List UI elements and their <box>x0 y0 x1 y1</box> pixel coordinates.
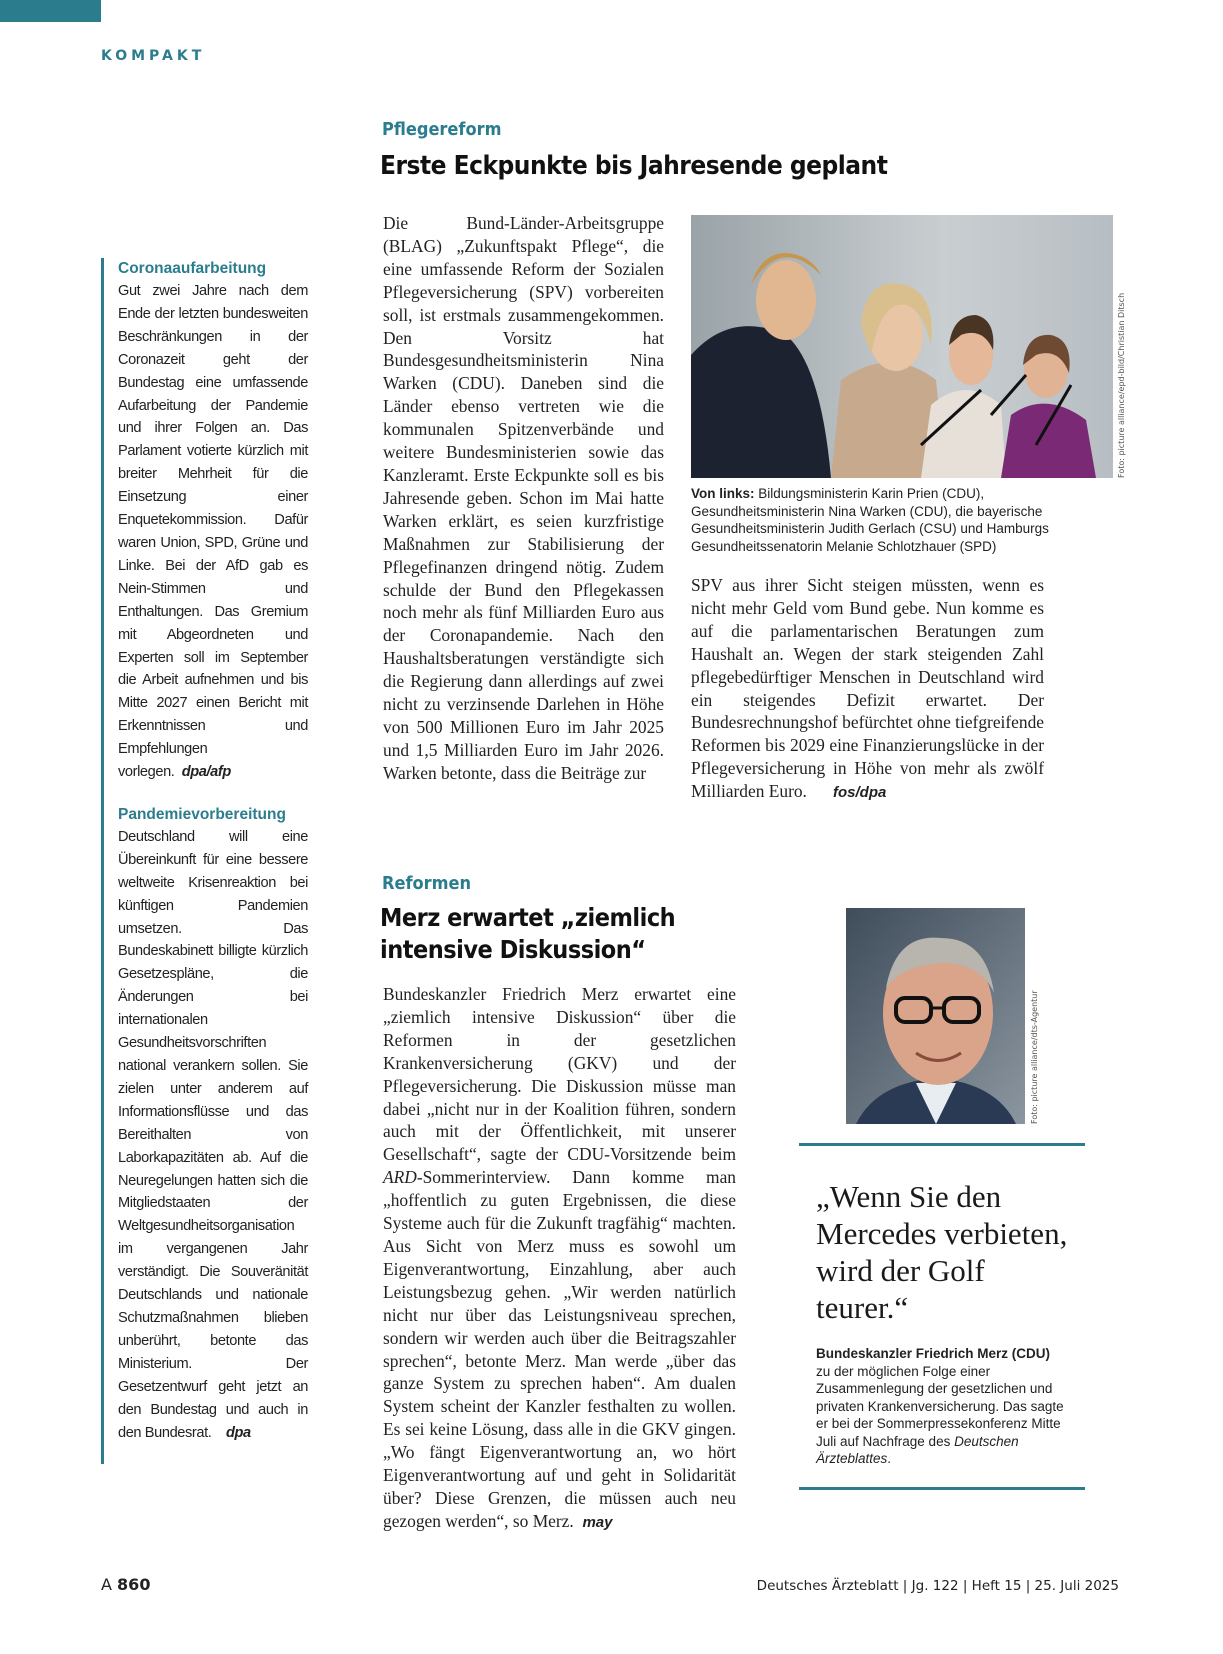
article1-body-col2: SPV aus ihrer Sicht steigen müssten, wenn es nicht mehr Geld vom Bund gebe. Nun komme es auf die parlamentarischen Beratungen zum Haushalt an. Wegen der stark steigenden Zahl pflegebedürftiger Menschen in Deutschland wird ein steigendes Defizit erwartet. Der Bundesrechnungshof befürchtet ohne tiefgreifende Reformen bis 2029 eine Finanzierungslücke in der Pflegeversicherung in Höhe von mehr als zwölf Milliarden Euro. fos/dpa <box>691 575 1044 802</box>
portrait-photo <box>846 908 1025 1124</box>
sidebar-item-source: dpa/afp <box>181 764 231 781</box>
sidebar-item-title: Pandemievorbereitung <box>118 805 286 823</box>
publication-info: Deutsches Ärzteblatt | Jg. 122 | Heft 15 | 25. Juli 2025 <box>756 1578 1119 1594</box>
article2-body: Bundeskanzler Friedrich Merz erwartet eine „ziemlich intensive Diskussion“ über die Reformen in der gesetzlichen Krankenversicherung (GKV) und der Pflegeversicherung. Die Diskussion müsse man dabei „nicht nur in der Koalition führen, sondern auch mit der Öffentlichkeit, mit unserer Gesellschaft“, sagte der CDU-Vorsitzende beim ARD-Sommerinterview. Dann komme man „hoffentlich zu guten Ergebnissen, die diese Systeme auch für die Zukunft tragfähig“ machten. Aus Sicht von Merz muss es sowohl um Eigenverantwortung, Einzahlung, aber auch Leistungsbezug gehen. „Wir werden natürlich nicht nur über das Leistungsniveau sprechen, sondern wir werden auch über die Beitragszahler sprechen“, betonte Merz. Man werde „über das ganze System zu sprechen haben“. Am dualen System scheint der Kanzler festhalten zu wollen. Es sei keine Lösung, dass alle in die GKV gingen. „Wo fängt Eigenverantwortung an, wo hört Eigenverantwortung auf und geht in Solidarität über? Diese Grenzen, die müssen auch neu gezogen werden“, so Merz. may <box>383 984 736 1531</box>
sidebar-item <box>118 258 308 784</box>
merz-photo-credit: Foto: picture alliance/dts-Agentur <box>1030 990 1039 1124</box>
pull-quote: „Wenn Sie den Mercedes verbieten, wird der Golf teurer.“ <box>816 1179 1068 1325</box>
page-number: A 860 <box>101 1575 151 1594</box>
article1-source: fos/dpa <box>833 784 887 802</box>
article1-body-col1: Die Bund-Länder-Arbeitsgruppe (BLAG) „Zukunftspakt Pflege“, die eine umfassende Reform der Sozialen Pflegeversicherung (SPV) vorbereiten soll, ist erstmals zusammengekommen. Den Vorsitz hat Bundesgesundheitsministerin Nina Warken (CDU). Daneben sind die Länder ebenso vertreten wie die kommunalen Spitzenverbände und weitere Bundesministerien sowie das Kanzleramt. Erste Eckpunkte soll es bis Jahresende geben. Schon im Mai hatte Warken erklärt, es seien kurzfristige Maßnahmen zur Stabilisierung der Pflegefinanzen dringend nötig. Zudem schulde der Bund den Pflegekassen noch mehr als fünf Milliarden Euro aus der Coronapandemie. Nach den Haushaltsberatungen verständigte sich die Regierung dann allerdings auf zwei nicht zu verzinsende Darlehen in Höhe von 500 Millionen Euro im Jahr 2025 und 1,5 Milliarden Euro im Jahr 2026. Warken betonte, dass die Beiträge zur <box>383 213 664 783</box>
quote-bottom-rule <box>799 1487 1085 1490</box>
article1-headline: Erste Eckpunkte bis Jahresende geplant <box>380 151 888 181</box>
article2-source: may <box>582 1513 613 1531</box>
merz-photo <box>846 908 1025 1124</box>
article2-kicker: Reformen <box>382 873 472 894</box>
sidebar-item-text: Gut zwei Jahre nach dem Ende der letzten bundesweiten Beschränkungen in der Coronazeit geht der Bundestag eine umfassende Aufarbeitung der Pandemie und ihrer Folgen an. Das Parlament votierte kürzlich mit breiter Mehrheit für die Einsetzung einer Enquetekommission. Dafür waren Union, SPD, Grüne und Linke. Bei der AfD gab es Nein-Stimmen und Enthaltungen. Das Gremium mit Abgeordneten und Experten soll im September die Arbeit aufnehmen und bis Mitte 2027 einen Bericht mit Erkenntnissen und Empfehlungen vorlegen. dpa/afp <box>118 283 308 781</box>
sidebar-item-source: dpa <box>226 1424 251 1441</box>
top-accent-bar <box>0 0 101 22</box>
sidebar-news <box>101 258 308 1464</box>
sidebar-item-text: Deutschland will eine Übereinkunft für eine bessere weltweite Krisenreaktion bei künftigen Pandemien umsetzen. Das Bundeskabinett billigte kürzlich Gesetzespläne, die Änderungen bei internationalen Gesundheitsvorschriften national verankern sollen. Sie zielen unter anderem auf Informationsflüsse und das Bereithalten von Laborkapazitäten ab. Auf die Neuregelungen hatten sich die Mitgliedstaaten der Weltgesundheitsorganisation im vergangenen Jahr verständigt. Die Souveränität Deutschlands und nationale Schutzmaßnahmen blieben unberührt, betonte das Ministerium. Der Gesetzentwurf geht jetzt an den Bundestag und auch in den Bundesrat. dpa <box>118 828 308 1441</box>
sidebar-item-title: Coronaaufarbeitung <box>118 260 267 277</box>
sidebar-item <box>118 804 308 1444</box>
photo-credit: Foto: picture alliance/epd-bild/Christian Ditsch <box>1117 292 1126 478</box>
ministers-photo <box>691 215 1113 478</box>
article2-headline: Merz erwartet „ziemlich intensive Diskussion“ <box>380 903 676 964</box>
article1-kicker: Pflegereform <box>382 119 502 140</box>
quote-attribution: Bundeskanzler Friedrich Merz (CDU) zu der möglichen Folge einer Zusammenlegung der gesetzlichen und privaten Krankenversicherung. Das sagte er bei der Sommerpressekonferenz Mitte Juli auf Nachfrage des Deutschen Ärzteblattes. <box>816 1346 1064 1466</box>
section-label: KOMPAKT <box>101 48 206 64</box>
article1-caption: Von links: Bildungsministerin Karin Prien (CDU), Gesundheitsministerin Nina Warken (CDU), die bayerische Gesundheitsministerin Judith Gerlach (CSU) und Hamburgs Gesundheitssenatorin Melanie Schlotzhauer (SPD) <box>691 486 1049 554</box>
article1-photo <box>691 215 1113 478</box>
quote-top-rule <box>799 1143 1085 1146</box>
